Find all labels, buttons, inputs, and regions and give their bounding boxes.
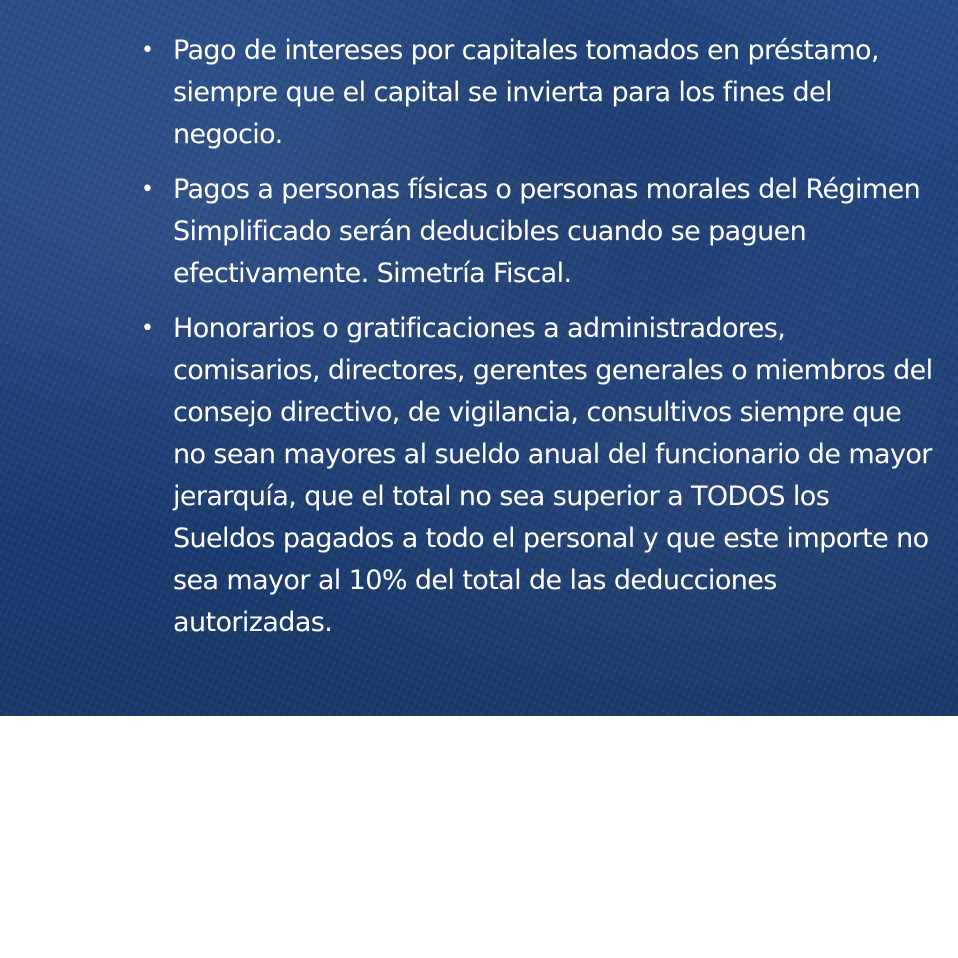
bullet-item-interest (138, 30, 938, 156)
bullet-icon: • (141, 177, 154, 202)
bullet-text: Honorarios o gratificaciones a administradores, comisarios, directores, gerentes generales o miembros del consejo directivo, de vigilancia, consultivos siempre que no sean mayores al sueldo anual del funcionario de mayor jerarquía, que el total no sea superior a TODOS los Sueldos pagados a todo el personal y que este importe no sea mayor al 10% del total de las deducciones autorizadas. (173, 313, 933, 638)
bullet-item-fees (138, 308, 938, 644)
bullet-icon: • (141, 316, 154, 341)
bullet-item-payments (138, 169, 938, 295)
bullet-text: Pagos a personas físicas o personas morales del Régimen Simplificado serán deducibles cuando se paguen efectivamente. Simetría Fiscal. (173, 174, 921, 289)
bullet-list (138, 30, 938, 657)
bullet-text: Pago de intereses por capitales tomados en préstamo, siempre que el capital se invierta para los fines del negocio. (173, 35, 879, 150)
bullet-icon: • (141, 38, 154, 63)
